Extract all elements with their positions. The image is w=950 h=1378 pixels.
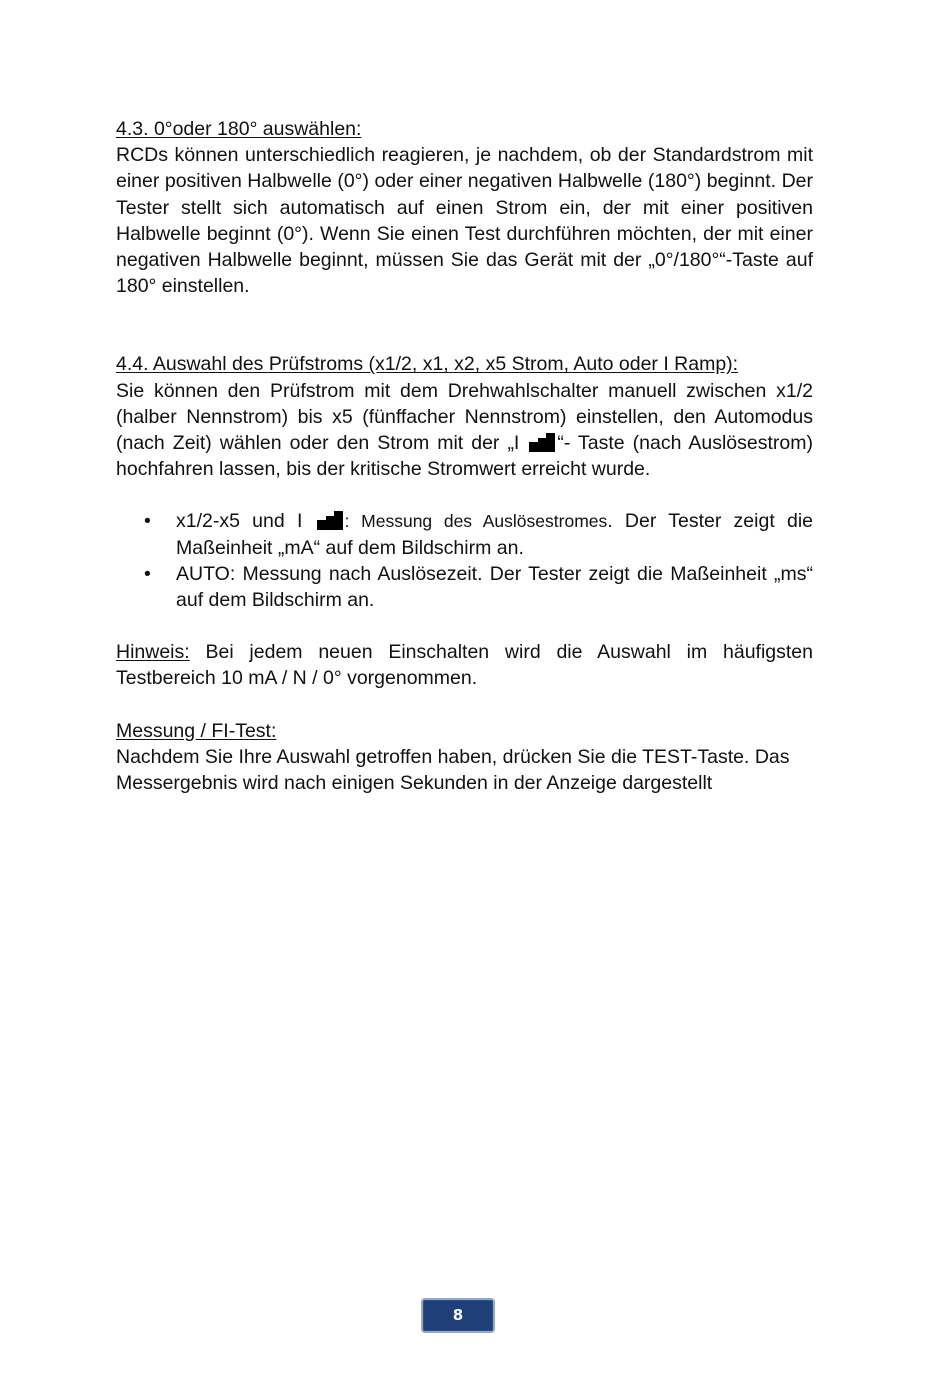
page-number-badge: 8 [421,1298,495,1333]
ramp-step-icon [317,511,343,530]
spacer [116,692,813,718]
hinweis-label: Hinweis: [116,641,190,664]
bullet-marker: • [144,562,151,585]
section-4-4-paragraph [116,378,813,483]
bullet-marker: • [144,510,151,533]
bullet-middle: : Messung des Auslösestromes [344,511,608,532]
ramp-step-icon [529,433,555,452]
hinweis-paragraph [116,639,813,691]
spacer [116,299,813,351]
messung-paragraph: Nachdem Sie Ihre Auswahl getroffen haben, drücken Sie die TEST-Taste. Das Messergebnis wird nach einigen Sekunden in der Anzeige dargestellt [116,745,790,795]
spacer [116,613,813,639]
section-4-4 [116,351,813,613]
section-4-3-heading: 4.3. 0°oder 180° auswählen: [116,118,362,140]
messung-heading: Messung / FI-Test: [116,719,277,742]
section-4-4-heading: 4.4. Auswahl des Prüfstroms (x1/2, x1, x2, x5 Strom, Auto oder I Ramp): [116,353,739,376]
hinweis-text: Bei jedem neuen Einschalten wird die Auswahl im häufigsten Testbereich 10 mA / N / 0° vorgenommen. [116,641,813,690]
document-page [116,116,813,796]
bullet-item-current [116,508,813,560]
section-4-4-paragraph-start: Sie können den Prüfstrom mit dem Drehwahlschalter manuell zwischen x1/2 (halber Nennstrom) bis x5 (fünffacher Nennstrom) einstellen, den Automodus (nach Zeit) wählen oder den Strom mit der „I [116,379,813,455]
bullet-item-auto [116,561,813,613]
section-messung [116,718,813,797]
section-4-3-paragraph: RCDs können unterschiedlich reagieren, je nachdem, ob der Standardstrom mit einer positiven Halbwelle (0°) oder einer negativen Halbwelle (180°) beginnt. Der Tester stellt sich automatisch auf einen Strom ein, der mit einer positiven Halbwelle beginnt (0°). Wenn Sie einen Test durchführen möchten, der mit einer negativen Halbwelle beginnt, müssen Sie das Gerät mit der „0°/180°“-Taste auf 180° einstellen. [116,144,813,298]
bullet-list [116,508,813,613]
bullet-text: AUTO: Messung nach Auslösezeit. Der Tester zeigt die Maßeinheit „ms“ auf dem Bildschirm an. [176,562,813,612]
section-4-4-paragraph-end: “- Taste (nach Auslösestrom) hochfahren lassen, bis der kritische Stromwert erreicht wurde. [116,432,813,481]
bullet-lead: x1/2-x5 und I [176,510,315,533]
spacer [116,482,813,508]
section-4-3 [116,116,813,299]
bullet-tail: . Der Tester zeigt die Maßeinheit „mA“ auf dem Bildschirm an. [176,510,813,559]
